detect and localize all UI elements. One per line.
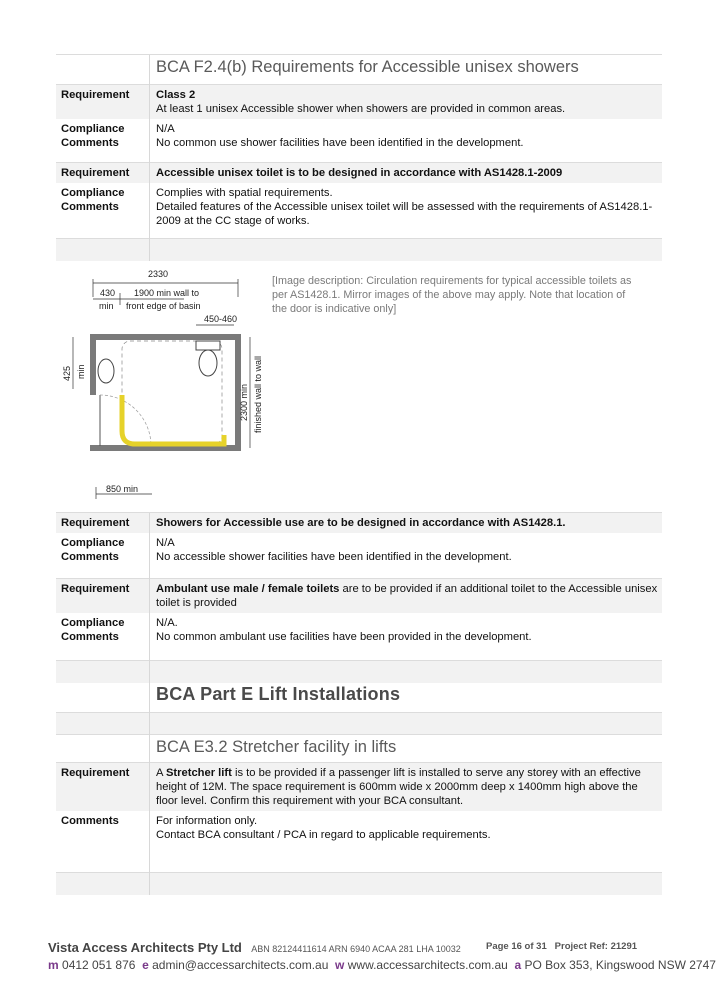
requirement-label: Requirement [56, 763, 150, 811]
toilet-pan [199, 350, 217, 376]
report-page [56, 54, 658, 895]
compliance-label: Compliance Comments [56, 183, 150, 239]
compliance-text: Contact BCA consultant / PCA in regard to applicable requirements. [156, 828, 491, 841]
requirement-row [56, 513, 662, 533]
requirement-text: At least 1 unisex Accessible shower when showers are provided in common areas. [156, 103, 566, 115]
requirement-pre: A [156, 767, 166, 779]
page-number: Page 16 of 31 [486, 941, 547, 952]
compliance-status: For information only. [156, 814, 258, 827]
spacer-row [56, 873, 662, 895]
compliance-row [56, 183, 662, 239]
requirement-row [56, 579, 662, 613]
section-heading: BCA Part E Lift Installations [150, 683, 663, 713]
compliance-status: N/A [156, 536, 175, 549]
section-heading-row [56, 683, 662, 713]
dim-450-label: 450-460 [204, 313, 238, 324]
project-ref: Project Ref: 21291 [554, 941, 638, 952]
dim-2330-label: 2330 [148, 268, 169, 279]
spacer-row [56, 239, 662, 261]
dim-425-label: 425 [62, 365, 72, 381]
compliance-text: No common use shower facilities have been identified in the development. [156, 136, 524, 149]
dim-425min-label: min [76, 363, 86, 379]
room-wall [93, 337, 238, 448]
toilet-cistern [196, 341, 220, 350]
basin [98, 359, 114, 383]
requirement-row [56, 163, 662, 183]
compliance-label: Compliance Comments [56, 533, 150, 579]
dim-min-label: min [99, 300, 114, 311]
phone: 0412 051 876 [62, 958, 136, 972]
figure-description: [Image description: Circulation requirements for typical accessible toilets as per AS1428.1. Mirror images of the above may apply. Note that location of the door is indicative only] [272, 274, 632, 315]
compliance-text: No common ambulant use facilities have been provided in the development. [156, 630, 532, 643]
compliance-status: N/A [156, 122, 175, 135]
compliance-status: Complies with spatial requirements. [156, 186, 333, 199]
requirement-label: Requirement [56, 579, 150, 613]
contact-line: m 0412 051 876 e admin@accessarchitects.com.au w www.accessarchitects.com.au a PO Box 353, Kingswood NSW 2747 [48, 958, 716, 972]
company-name: Vista Access Architects Pty Ltd [48, 940, 242, 955]
page-footer [48, 940, 716, 972]
requirement-bold: Ambulant use male / female toilets [156, 583, 340, 595]
requirement-label: Requirement [56, 85, 150, 119]
requirement-text: Accessible unisex toilet is to be designed in accordance with AS1428.1-2009 [150, 163, 663, 183]
requirement-text: is to be provided if a passenger lift is installed to serve any storey with an effective height of 12M. The space requirement is 600mm wide x 2000mm deep x 1400mm high above the floor level. Confirm this requirement with your BCA consultant. [156, 767, 641, 807]
section-heading: BCA F2.4(b) Requirements for Accessible unisex showers [150, 55, 663, 85]
compliance-text: Detailed features of the Accessible unisex toilet will be assessed with the requirements of AS1428.1-2009 at the CC stage of works. [156, 200, 653, 227]
section-heading: BCA E3.2 Stretcher facility in lifts [150, 735, 663, 763]
compliance-row [56, 811, 662, 873]
figure-row [56, 261, 662, 513]
dim-2300-label: 2300 min [239, 383, 249, 421]
compliance-label: Compliance Comments [56, 119, 150, 163]
compliance-row [56, 119, 662, 163]
requirement-label: Requirement [56, 513, 150, 533]
address: PO Box 353, Kingswood NSW 2747 [524, 958, 716, 972]
circulation-yellow-line [122, 395, 224, 444]
requirement-bold: Stretcher lift [165, 767, 232, 779]
requirement-row [56, 763, 662, 811]
dim-2300b-label: finished wall to wall [253, 355, 263, 433]
compliance-text: No accessible shower facilities have been identified in the development. [156, 550, 512, 563]
spacer-row [56, 661, 662, 683]
dim-1900-label: 1900 min wall to [134, 287, 200, 298]
spacer-row [56, 713, 662, 735]
compliance-row [56, 533, 662, 579]
dim-850-label: 850 min [106, 483, 139, 494]
compliance-row [56, 613, 662, 661]
dim-430-label: 430 [100, 287, 116, 298]
requirement-text: are to be provided if an additional toilet to the Accessible unisex toilet is provided [156, 583, 658, 609]
accessible-toilet-diagram [56, 261, 276, 509]
requirement-title: Class 2 [156, 89, 196, 101]
compliance-label: Comments [56, 811, 150, 873]
requirements-table [56, 54, 662, 895]
section-heading-row [56, 55, 662, 85]
email-link[interactable]: admin@accessarchitects.com.au [152, 958, 329, 972]
requirement-label: Requirement [56, 163, 150, 183]
page-info [486, 941, 637, 952]
requirement-row [56, 85, 662, 119]
company-registration: ABN 82124411614 ARN 6940 ACAA 281 LHA 10032 [251, 944, 461, 954]
dim-1900b-label: front edge of basin [126, 300, 201, 311]
compliance-status: N/A. [156, 616, 178, 629]
requirement-text: Showers for Accessible use are to be designed in accordance with AS1428.1. [150, 513, 663, 533]
compliance-label: Compliance Comments [56, 613, 150, 661]
section-heading-row [56, 735, 662, 763]
website-link[interactable]: www.accessarchitects.com.au [347, 958, 508, 972]
